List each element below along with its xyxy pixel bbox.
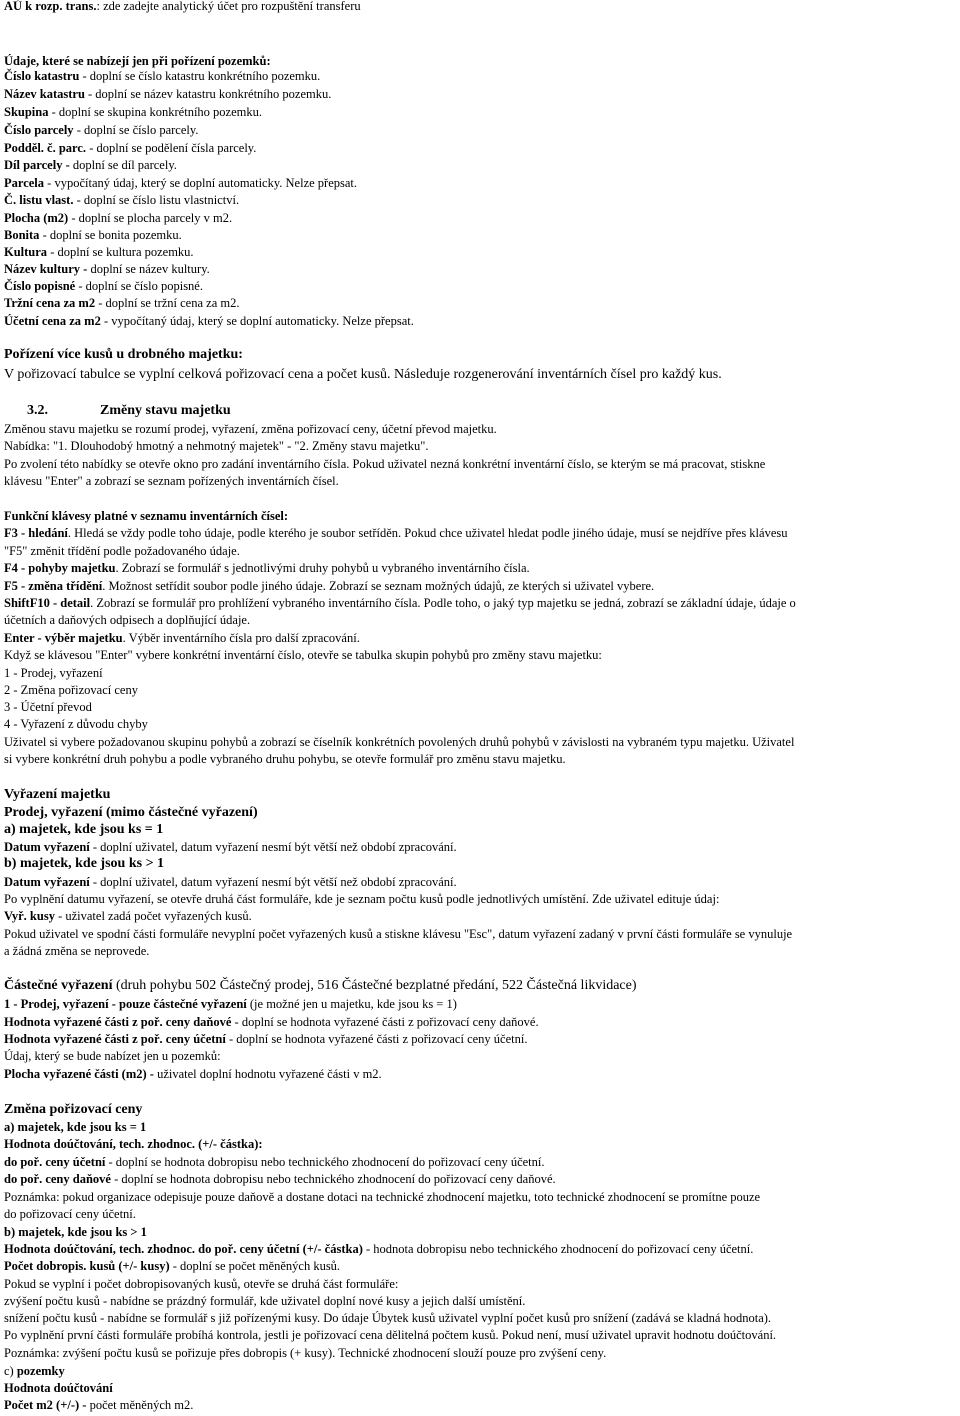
paragraph-vice-kusu: V pořizovací tabulce se vyplní celková pořizovací cena a počet kusů. Následuje rozgenerování inventárních čísel pro každý kus. [4, 367, 722, 382]
field-line: Počet m2 (+/-) - počet měněných m2. [4, 1398, 194, 1412]
field-line: Plocha vyřazené části (m2) - uživatel doplní hodnotu vyřazené části v m2. [4, 1067, 382, 1081]
heading-zmena-ceny: Změna pořizovací ceny [4, 1102, 143, 1117]
heading-vyrazeni: Vyřazení majetku [4, 787, 111, 802]
key-f5: F5 - změna třídění. Možnost setřídit soubor podle jiného údaje. Zobrazí se seznam možných údajů, ze kterých si uživatel vybere. [4, 579, 655, 593]
list-item: 4 - Vyřazení z důvodu chyby [4, 717, 148, 731]
line-au-rozp-trans [4, 0, 956, 13]
subheading: Prodej, vyřazení (mimo částečné vyřazení) [4, 805, 258, 820]
paragraph-line: a žádná změna se neprovede. [4, 944, 150, 958]
field-line: do poř. ceny účetní - doplní se hodnota dobropisu nebo technického zhodnocení do pořizovací ceny účetní. [4, 1155, 545, 1169]
section-number: 3.2. [27, 403, 48, 418]
paragraph-line: si vybere konkrétní druh pohybu a podle vybraného druhu pohybu, se otevře formulář pro změnu stavu majetku. [4, 752, 566, 766]
field-nazev-katastru: Název katastru - doplní se název katastru konkrétního pozemku. [4, 87, 332, 101]
field-cislo-parcely: Číslo parcely - doplní se číslo parcely. [4, 123, 199, 137]
subheading: a) majetek, kde jsou ks = 1 [4, 1120, 147, 1134]
subheading: b) majetek, kde jsou ks > 1 [4, 1225, 147, 1239]
field-line: Hodnota vyřazené části z poř. ceny účetní - doplní se hodnota vyřazené části z pořizovací ceny účetní. [4, 1032, 528, 1046]
paragraph-line: Nabídka: "1. Dlouhodobý hmotný a nehmotný majetek" - "2. Změny stavu majetku". [4, 439, 429, 453]
field-vyr-kusy: Vyř. kusy - uživatel zadá počet vyřazených kusů. [4, 909, 252, 923]
paragraph-line: Po zvolení této nabídky se otevře okno pro zadání inventárního čísla. Pokud uživatel nezná konkrétní inventární číslo, se kterým se má pracovat, stiskne [4, 457, 766, 471]
paragraph-line: Poznámka: pokud organizace odepisuje pouze daňově a dostane dotaci na technické zhodnocení majetku, toto technické zhodnocení se promítne pouze [4, 1190, 761, 1204]
paragraph-line: snížení počtu kusů - nabídne se formulář s již pořízenými kusy. Do údaje Úbytek kusů uživatel vyplní počet kusů pro snížení (zadává se kladná hodnota). [4, 1311, 772, 1325]
field-poddel-parc: Podděl. č. parc. - doplní se podělení čísla parcely. [4, 141, 257, 155]
field-skupina: Skupina - doplní se skupina konkrétního pozemku. [4, 105, 262, 119]
heading-pozemky [4, 55, 956, 68]
field-datum-vyrazeni: Datum vyřazení - doplní uživatel, datum vyřazení nesmí být větší než období zpracování. [4, 840, 457, 854]
subheading: a) majetek, kde jsou ks = 1 [4, 822, 164, 837]
paragraph-line: účetních a daňových odpisech a doplňující údaje. [4, 613, 251, 627]
heading-text: Údaje, které se nabízejí jen při pořízení pozemků: [4, 54, 271, 68]
paragraph-line: Po vyplnění datumu vyřazení, se otevře druhá část formuláře, kde je seznam počtu kusů podle jednotlivých umístění. Zde uživatel edituje údaj: [4, 892, 720, 906]
section-heading-3-2 [4, 404, 956, 418]
paragraph-line: Poznámka: zvýšení počtu kusů se pořizuje přes dobropis (+ kusy). Technické zhodnocení slouží pouze pro zvýšení ceny. [4, 1346, 607, 1360]
field-cislo-popisne: Číslo popisné - doplní se číslo popisné. [4, 279, 203, 293]
paragraph-line: Když se klávesou "Enter" vybere konkrétní inventární číslo, otevře se tabulka skupin pohybů pro změny stavu majetku: [4, 648, 602, 662]
field-line: Počet dobropis. kusů (+/- kusy) - doplní se počet měněných kusů. [4, 1259, 341, 1273]
list-item: 2 - Změna pořizovací ceny [4, 683, 138, 697]
paragraph-line: klávesu "Enter" a zobrazí se seznam pořízených inventárních čísel. [4, 474, 339, 488]
subheading: Hodnota doúčtování [4, 1381, 113, 1395]
key-f3: F3 - hledání. Hledá se vždy podle toho údaje, podle kterého je soubor setříděn. Pokud chce uživatel hledat podle jiného údaje, musí se nejdříve přes klávesu [4, 526, 788, 540]
heading-vice-kusu: Pořízení více kusů u drobného majetku: [4, 347, 243, 362]
paragraph-line: Uživatel si vybere požadovanou skupinu pohybů a zobrazí se číselník konkrétních povolených druhů pohybů v závislosti na vybraném typu majetku. Uživatel [4, 735, 795, 749]
term: AÚ k rozp. trans. [4, 0, 97, 13]
field-line: Hodnota doúčtování, tech. zhodnoc. do poř. ceny účetní (+/- částka) - hodnota dobropisu nebo technického zhodnocení do pořizovací ceny účetní. [4, 1242, 754, 1256]
paragraph-line: "F5" změnit třídění podle požadovaného údaje. [4, 544, 240, 558]
paragraph-line: zvýšení počtu kusů - nabídne se prázdný formulář, kde uživatel doplní nové kusy a jejich další umístění. [4, 1294, 526, 1308]
field-ucetni-cena: Účetní cena za m2 - vypočítaný údaj, který se doplní automaticky. Nelze přepsat. [4, 314, 414, 328]
paragraph-line: Údaj, který se bude nabízet jen u pozemků: [4, 1049, 221, 1063]
paragraph-line: do pořizovací ceny účetní. [4, 1207, 136, 1221]
heading-castecne-vyrazeni: Částečné vyřazení (druh pohybu 502 Částečný prodej, 516 Částečné bezplatné předání, 522 Částečná likvidace) [4, 978, 637, 993]
paragraph-line: Pokud se vyplní i počet dobropisovaných kusů, otevře se druhá část formuláře: [4, 1277, 399, 1291]
field-bonita: Bonita - doplní se bonita pozemku. [4, 228, 182, 242]
subheading: b) majetek, kde jsou ks > 1 [4, 856, 165, 871]
field-cislo-katastru: Číslo katastru - doplní se číslo katastru konkrétního pozemku. [4, 69, 321, 83]
list-item: 3 - Účetní převod [4, 700, 92, 714]
subheading: c) pozemky [4, 1364, 65, 1378]
section-title: Změny stavu majetku [100, 403, 231, 418]
field-line: 1 - Prodej, vyřazení - pouze částečné vyřazení (je možné jen u majetku, kde jsou ks = 1) [4, 997, 457, 1011]
key-enter: Enter - výběr majetku. Výběr inventárního čísla pro další zpracování. [4, 631, 360, 645]
field-trzni-cena: Tržní cena za m2 - doplní se tržní cena za m2. [4, 296, 240, 310]
description: : zde zadejte analytický účet pro rozpuštění transferu [96, 0, 361, 13]
heading-funkcni-klavesy: Funkční klávesy platné v seznamu inventárních čísel: [4, 509, 289, 523]
paragraph-line: Změnou stavu majetku se rozumí prodej, vyřazení, změna pořizovací ceny, účetní převod majetku. [4, 422, 497, 436]
field-dil-parcely: Díl parcely - doplní se díl parcely. [4, 158, 177, 172]
field-nazev-kultury: Název kultury - doplní se název kultury. [4, 262, 210, 276]
field-datum-vyrazeni: Datum vyřazení - doplní uživatel, datum vyřazení nesmí být větší než období zpracování. [4, 875, 457, 889]
field-parcela: Parcela - vypočítaný údaj, který se doplní automaticky. Nelze přepsat. [4, 176, 358, 190]
list-item: 1 - Prodej, vyřazení [4, 666, 103, 680]
paragraph-line: Pokud uživatel ve spodní části formuláře nevyplní počet vyřazených kusů a stiskne klávesu "Esc", datum vyřazení zadaný v první části formuláře se vynuluje [4, 927, 793, 941]
field-plocha: Plocha (m2) - doplní se plocha parcely v m2. [4, 211, 233, 225]
paragraph-line: Po vyplnění první části formuláře probíhá kontrola, jestli je pořizovací cena dělitelná počtem kusů. Pokud není, musí uživatel upravit hodnotu doúčtování. [4, 1328, 777, 1342]
field-cislo-listu: Č. listu vlast. - doplní se číslo listu vlastnictví. [4, 193, 240, 207]
subheading: Hodnota doúčtování, tech. zhodnoc. (+/- částka): [4, 1137, 263, 1151]
key-f4: F4 - pohyby majetku. Zobrazí se formulář s jednotlivými druhy pohybů u vybraného inventárního čísla. [4, 561, 530, 575]
field-line: Hodnota vyřazené části z poř. ceny daňové - doplní se hodnota vyřazené části z pořizovací ceny daňové. [4, 1015, 539, 1029]
key-shiftf10: ShiftF10 - detail. Zobrazí se formulář pro prohlížení vybraného inventárního čísla. Podle toho, o jaký typ majetku se jedná, zobrazí se základní údaje, údaje o [4, 596, 796, 610]
field-kultura: Kultura - doplní se kultura pozemku. [4, 245, 194, 259]
field-line: do poř. ceny daňové - doplní se hodnota dobropisu nebo technického zhodnocení do pořizovací ceny daňové. [4, 1172, 556, 1186]
